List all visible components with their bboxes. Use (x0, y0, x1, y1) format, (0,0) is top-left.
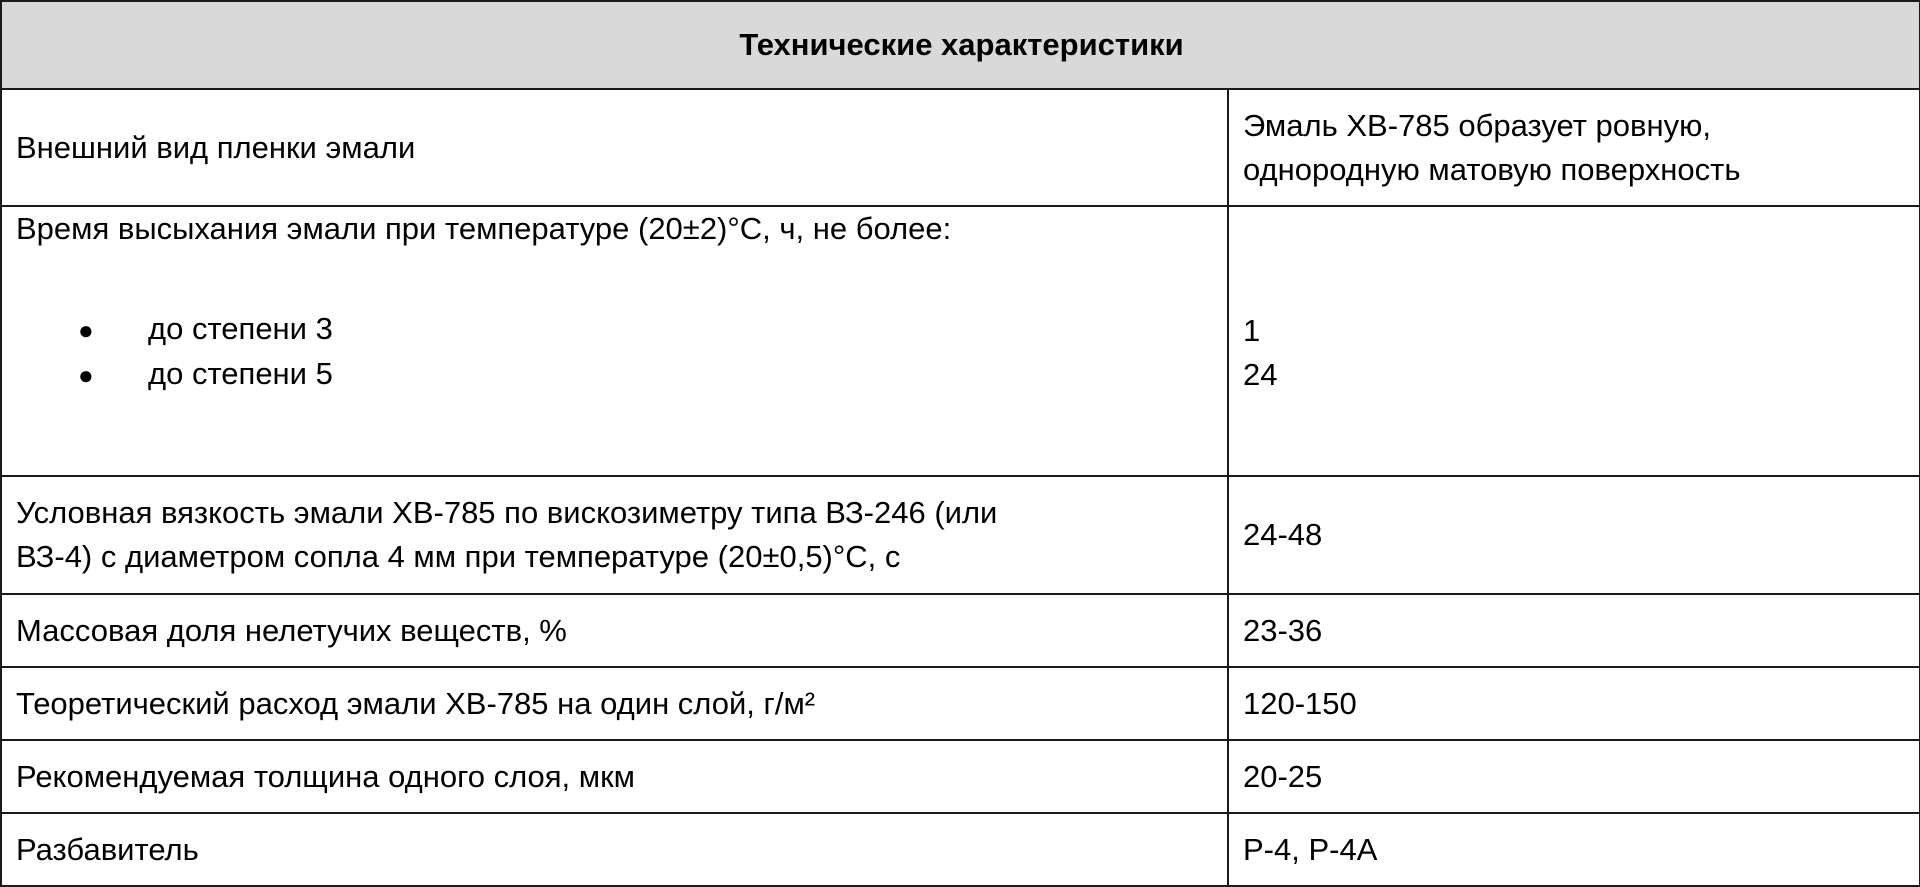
row-label: Рекомендуемая толщина одного слоя, мкм (1, 740, 1228, 813)
row-value: 24-48 (1228, 476, 1920, 594)
row-label: Массовая доля нелетучих веществ, % (1, 594, 1228, 667)
bullet-icon: ● (78, 360, 94, 390)
table-row (1, 476, 1920, 594)
row-label: Внешний вид пленки эмали (1, 89, 1228, 206)
row-value (1228, 206, 1920, 476)
row-label (1, 476, 1228, 594)
bullet-value: 24 (1243, 357, 1278, 392)
row-label (1, 206, 1228, 476)
label-line: Условная вязкость эмали ХВ-785 по вискозиметру типа ВЗ-246 (или (16, 495, 998, 530)
table-row (1, 740, 1920, 813)
value-line: Эмаль ХВ-785 образует ровную, (1243, 107, 1711, 143)
label-line: ВЗ-4) с диаметром сопла 4 мм при температуре (20±0,5)°С, с (16, 539, 901, 574)
table-row (1, 206, 1920, 476)
bullet-value: 1 (1243, 313, 1261, 348)
table-header-row (1, 1, 1920, 89)
table-row (1, 813, 1920, 886)
table-row (1, 594, 1920, 667)
table-row (1, 667, 1920, 740)
list-item (16, 307, 1215, 352)
row-value: 20-25 (1228, 740, 1920, 813)
row-label: Теоретический расход эмали ХВ-785 на один слой, г/м² (1, 667, 1228, 740)
row-value: 23-36 (1228, 594, 1920, 667)
row-label: Разбавитель (1, 813, 1228, 886)
list-item (16, 352, 1215, 397)
bullet-label: до степени 5 (148, 356, 333, 391)
bullet-icon: ● (78, 315, 94, 345)
row-value: 120-150 (1228, 667, 1920, 740)
table-row (1, 89, 1920, 206)
row-value: Р-4, Р-4А (1228, 813, 1920, 886)
bullet-label: до степени 3 (148, 311, 333, 346)
row-value (1228, 89, 1920, 206)
table-title: Технические характеристики (1, 1, 1920, 89)
value-line: однородную матовую поверхность (1243, 151, 1741, 187)
drying-title: Время высыхания эмали при температуре (20±2)°С, ч, не более: (16, 211, 952, 246)
